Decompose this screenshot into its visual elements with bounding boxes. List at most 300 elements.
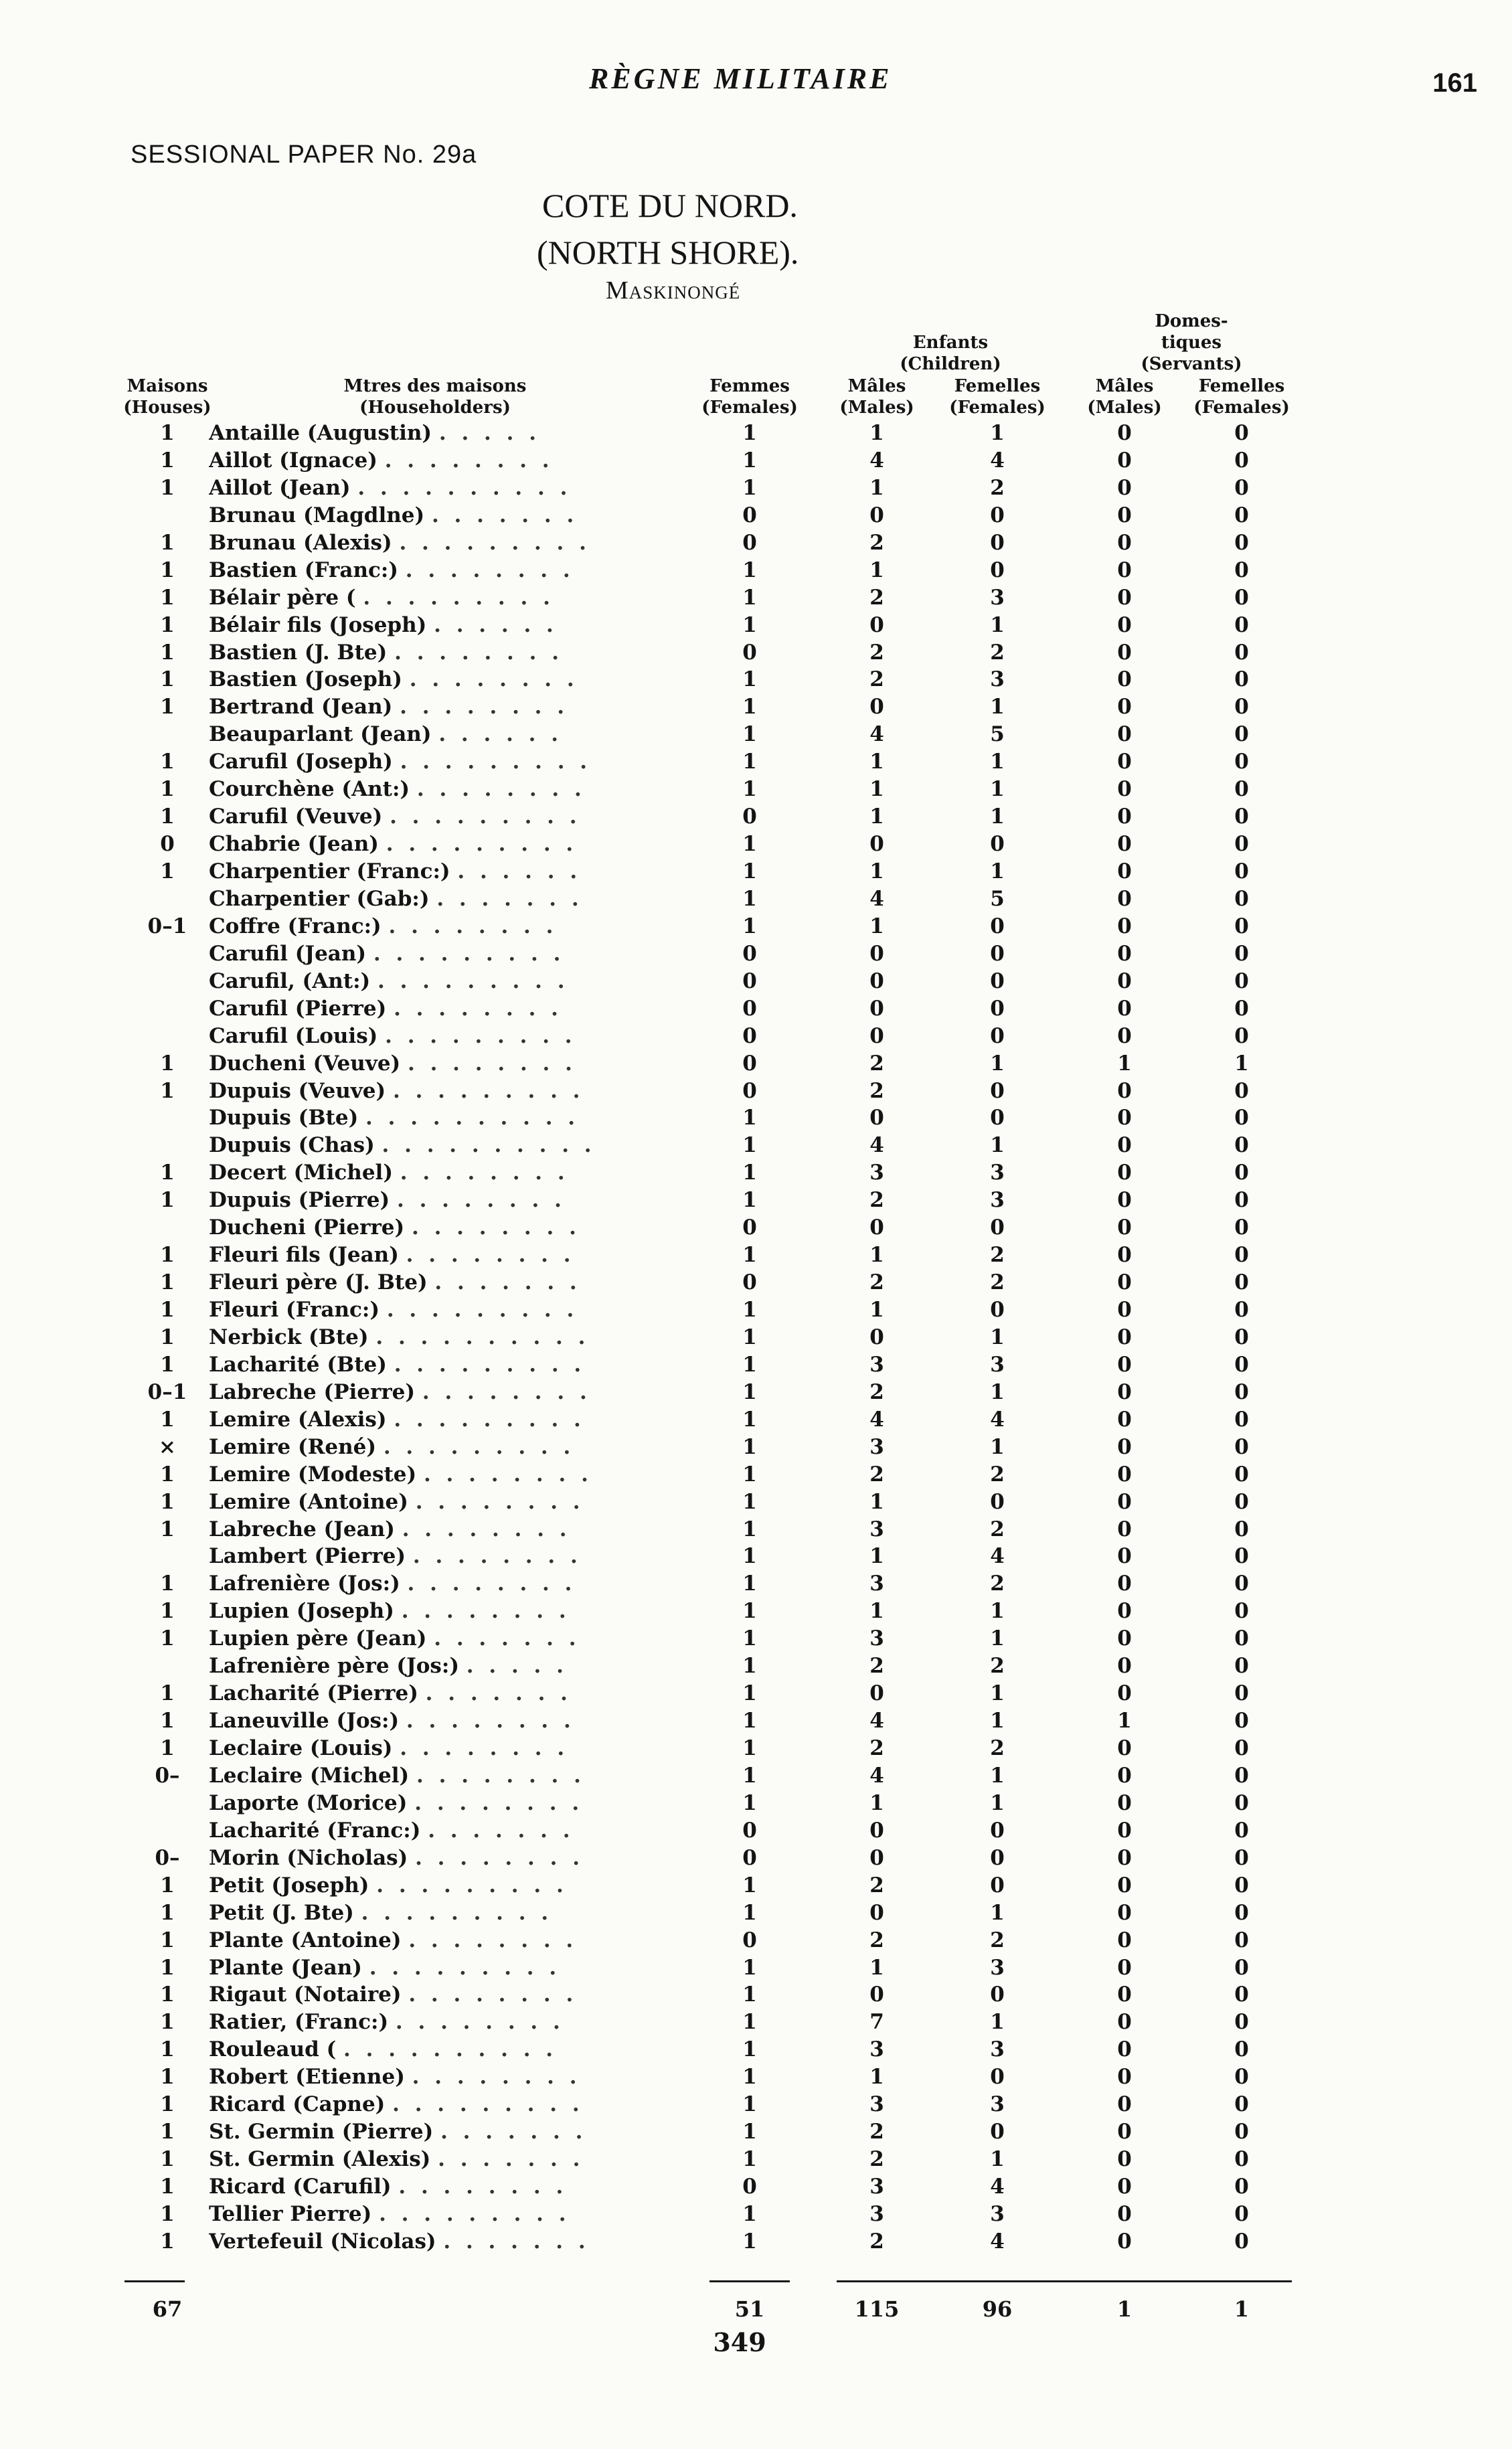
servants-males-count: 0 [1117, 2037, 1132, 2062]
householder-name [209, 1598, 644, 1625]
householder-name [209, 995, 644, 1023]
females-count: 1 [742, 722, 757, 747]
table-row [0, 447, 1512, 475]
header-householders: Mtres des maisons (Householders) [343, 376, 527, 418]
children-males-count: 2 [869, 640, 884, 665]
servants-females-count: 0 [1234, 1763, 1249, 1788]
children-males-count: 1 [869, 475, 884, 500]
females-count: 1 [742, 1900, 757, 1925]
servants-females-count: 0 [1234, 1133, 1249, 1158]
servants-males-count: 0 [1117, 1434, 1132, 1459]
leader-dots: . . . . . . . [434, 1270, 581, 1295]
leader-dots: . . . . . . . . . [386, 1298, 578, 1322]
servants-males-count: 0 [1117, 1763, 1132, 1788]
servants-females-count: 0 [1234, 1900, 1249, 1925]
females-count: 1 [742, 777, 757, 802]
servants-males-count: 0 [1117, 2065, 1132, 2090]
servants-males-count: 0 [1117, 1133, 1132, 1158]
children-males-count: 7 [869, 2010, 884, 2035]
householder-name [209, 693, 644, 721]
table-row [0, 1242, 1512, 1269]
children-males-count: 4 [869, 1133, 884, 1158]
householder-name-text: Rouleaud ( [209, 2037, 337, 2062]
householder-name-text: Lemire (René) [209, 1434, 377, 1459]
householder-name [209, 502, 644, 529]
children-males-count: 3 [869, 1161, 884, 1185]
servants-males-count: 0 [1117, 1325, 1132, 1349]
leader-dots: . . . . . . . . [384, 448, 554, 473]
householder-name [209, 584, 644, 612]
householder-name [209, 1762, 644, 1790]
house-count: 1 [160, 1188, 175, 1213]
householder-name-text: Aillot (Jean) [209, 475, 351, 500]
children-females-count: 3 [990, 1188, 1005, 1213]
servants-females-count: 0 [1234, 2201, 1249, 2226]
table-row [0, 1050, 1512, 1078]
total-children-males: 115 [854, 2296, 900, 2322]
children-males-count: 0 [869, 1023, 884, 1048]
house-count: 1 [160, 475, 175, 500]
servants-males-count: 0 [1117, 1161, 1132, 1185]
servants-females-count: 0 [1234, 968, 1249, 993]
householder-name [209, 1242, 644, 1269]
children-females-count: 0 [990, 1298, 1005, 1322]
house-count: 1 [160, 1270, 175, 1295]
house-count: 1 [160, 1736, 175, 1760]
householder-name-text: Lafrenière père (Jos:) [209, 1654, 459, 1679]
table-row [0, 1735, 1512, 1762]
children-males-count: 2 [869, 1654, 884, 1679]
total-servants-females: 1 [1234, 2296, 1250, 2322]
children-males-count: 2 [869, 1379, 884, 1404]
females-count: 0 [742, 1818, 757, 1843]
householder-name-text: Bastien (Joseph) [209, 667, 402, 692]
householder-name-text: Charpentier (Franc:) [209, 859, 450, 883]
householder-name [209, 1625, 644, 1653]
householder-name-text: Carufil (Veuve) [209, 805, 383, 829]
servants-females-count: 0 [1234, 585, 1249, 610]
children-males-count: 0 [869, 968, 884, 993]
householder-name-text: Bastien (Franc:) [209, 558, 398, 582]
children-males-count: 1 [869, 1489, 884, 1514]
table-row [0, 2118, 1512, 2146]
servants-females-count: 0 [1234, 1928, 1249, 1952]
table-row [0, 2228, 1512, 2256]
total-servants-males: 1 [1116, 2296, 1132, 2322]
section-subtitle: (NORTH SHORE). [537, 234, 799, 271]
servants-males-count: 0 [1117, 1517, 1132, 1541]
children-males-count: 2 [869, 667, 884, 692]
table-row [0, 693, 1512, 721]
leader-dots: . . . . . . . . . [390, 805, 581, 829]
householder-name [209, 1899, 644, 1927]
householder-name [209, 639, 644, 667]
leader-dots: . . . . . . . [436, 886, 583, 911]
householder-name-text: Carufil (Louis) [209, 1023, 378, 1048]
servants-males-count: 0 [1117, 667, 1132, 692]
children-females-count: 2 [990, 475, 1005, 500]
females-count: 1 [742, 1790, 757, 1815]
children-males-count: 1 [869, 2065, 884, 2090]
servants-males-count: 0 [1117, 2175, 1132, 2199]
females-count: 0 [742, 530, 757, 555]
females-count: 1 [742, 1709, 757, 1734]
total-rule-children [837, 2280, 1211, 2282]
grand-total: 349 [713, 2327, 766, 2357]
table-row [0, 1078, 1512, 1105]
table-row [0, 1489, 1512, 1516]
running-head: RÈGNE MILITAIRE [589, 62, 892, 95]
table-row [0, 940, 1512, 968]
leader-dots: . . . . . . . . . [399, 530, 590, 555]
females-count: 0 [742, 968, 757, 993]
servants-females-count: 0 [1234, 2175, 1249, 2199]
females-count: 1 [742, 558, 757, 582]
leader-dots: . . . . . . . . . [393, 1078, 584, 1103]
householder-name [209, 666, 644, 693]
children-females-count: 1 [990, 695, 1005, 720]
females-count: 1 [742, 1352, 757, 1377]
servants-females-count: 0 [1234, 1654, 1249, 1679]
table-row [0, 1516, 1512, 1543]
servants-males-count: 0 [1117, 1873, 1132, 1897]
children-females-count: 4 [990, 2175, 1005, 2199]
servants-females-count: 0 [1234, 2229, 1249, 2254]
children-females-count: 0 [990, 832, 1005, 857]
house-count: 1 [160, 448, 175, 473]
children-males-count: 1 [869, 1790, 884, 1815]
servants-females-count: 0 [1234, 530, 1249, 555]
children-males-count: 2 [869, 1736, 884, 1760]
table-row [0, 913, 1512, 940]
householder-name-text: Chabrie (Jean) [209, 832, 379, 857]
table-row [0, 666, 1512, 693]
servants-males-count: 0 [1117, 996, 1132, 1021]
servants-males-count: 1 [1117, 1051, 1132, 1076]
servants-males-count: 0 [1117, 1270, 1132, 1295]
table-row [0, 1406, 1512, 1434]
householder-name [209, 1872, 644, 1899]
servants-males-count: 0 [1117, 1352, 1132, 1377]
children-males-count: 1 [869, 558, 884, 582]
servants-females-count: 0 [1234, 1982, 1249, 2007]
servants-males-count: 0 [1117, 1681, 1132, 1706]
house-count: 1 [160, 777, 175, 802]
children-males-count: 2 [869, 1051, 884, 1076]
children-males-count: 0 [869, 1900, 884, 1925]
servants-males-count: 0 [1117, 1982, 1132, 2007]
females-count: 1 [742, 1106, 757, 1130]
leader-dots: . . . . . . . . . [394, 1407, 585, 1432]
table-row [0, 1625, 1512, 1653]
leader-dots: . . . . . . . . . . [357, 475, 572, 500]
children-females-count: 4 [990, 2229, 1005, 2254]
females-count: 1 [742, 1379, 757, 1404]
children-males-count: 0 [869, 1215, 884, 1240]
servants-females-count: 0 [1234, 1243, 1249, 1268]
table-row [0, 995, 1512, 1023]
householder-name-text: Lemire (Modeste) [209, 1462, 417, 1487]
householder-name [209, 858, 644, 885]
table-row [0, 1269, 1512, 1296]
householder-name [209, 2146, 644, 2173]
house-count: × [159, 1434, 176, 1459]
householder-name [209, 1187, 644, 1214]
leader-dots: . . . . . . . . . . [365, 1106, 580, 1130]
house-count: 1 [160, 1407, 175, 1432]
leader-dots: . . . . . . . . . [369, 1955, 561, 1980]
servants-males-count: 0 [1117, 1599, 1132, 1624]
leader-dots: . . . . . . . [438, 2147, 584, 2172]
table-row [0, 1023, 1512, 1050]
leader-dots: . . . . . . . . [406, 1243, 575, 1268]
table-row [0, 2009, 1512, 2036]
householder-name [209, 447, 644, 475]
table-row [0, 803, 1512, 831]
table-row [0, 831, 1512, 858]
householder-name [209, 2009, 644, 2036]
householder-name [209, 1324, 644, 1351]
table-row [0, 639, 1512, 667]
householder-name [209, 1132, 644, 1159]
females-count: 0 [742, 640, 757, 665]
females-count: 1 [742, 2092, 757, 2117]
children-males-count: 4 [869, 722, 884, 747]
females-count: 1 [742, 1626, 757, 1651]
servants-males-count: 0 [1117, 1790, 1132, 1815]
children-males-count: 1 [869, 859, 884, 883]
header-children-females: Femelles (Females) [949, 376, 1045, 418]
servants-males-count: 0 [1117, 914, 1132, 938]
females-count: 1 [742, 886, 757, 911]
house-count: 1 [160, 1626, 175, 1651]
householder-name [209, 1050, 644, 1078]
leader-dots: . . . . . . . . . [385, 1023, 576, 1048]
householder-name [209, 1214, 644, 1242]
leader-dots: . . . . . . . . [406, 1709, 575, 1734]
householder-name-text: Bélair fils (Joseph) [209, 612, 427, 637]
females-count: 1 [742, 2201, 757, 2226]
house-count: 1 [160, 585, 175, 610]
leader-dots: . . . . . . . [428, 1818, 574, 1843]
servants-females-count: 0 [1234, 1544, 1249, 1569]
children-females-count: 1 [990, 1790, 1005, 1815]
householder-name [209, 1707, 644, 1735]
householder-name [209, 475, 644, 502]
householder-name-text: Morin (Nicholas) [209, 1845, 408, 1870]
header-servants: Domes- tiques (Servants) [1141, 311, 1242, 374]
children-females-count: 5 [990, 886, 1005, 911]
servants-males-count: 0 [1117, 1298, 1132, 1322]
householder-name-text: Vertefeuil (Nicolas) [209, 2229, 436, 2254]
leader-dots: . . . . . . . . [400, 1736, 569, 1760]
householder-name [209, 1023, 644, 1050]
householder-name [209, 885, 644, 913]
householder-name-text: Courchène (Ant:) [209, 777, 410, 802]
children-females-count: 1 [990, 1626, 1005, 1651]
children-females-count: 3 [990, 667, 1005, 692]
females-count: 1 [742, 585, 757, 610]
children-males-count: 1 [869, 1298, 884, 1322]
householder-name [209, 1735, 644, 1762]
table-row [0, 1324, 1512, 1351]
servants-males-count: 0 [1117, 1654, 1132, 1679]
children-males-count: 4 [869, 1763, 884, 1788]
servants-females-count: 0 [1234, 1736, 1249, 1760]
householder-name [209, 1817, 644, 1845]
house-count: 0– [155, 1845, 180, 1870]
house-count: 1 [160, 2010, 175, 2035]
householder-name-text: Brunau (Magdlne) [209, 503, 425, 527]
leader-dots: . . . . . . [434, 612, 558, 637]
servants-females-count: 0 [1234, 996, 1249, 1021]
table-row [0, 748, 1512, 776]
children-males-count: 3 [869, 1434, 884, 1459]
servants-females-count: 0 [1234, 777, 1249, 802]
servants-females-count: 0 [1234, 1845, 1249, 1870]
children-females-count: 1 [990, 805, 1005, 829]
females-count: 1 [742, 1572, 757, 1596]
page-number: 161 [1432, 68, 1477, 98]
children-females-count: 3 [990, 2201, 1005, 2226]
header-servants-males: Mâles (Males) [1087, 376, 1162, 418]
children-females-count: 2 [990, 1270, 1005, 1295]
servants-males-count: 0 [1117, 2010, 1132, 2035]
householder-name [209, 2036, 644, 2063]
children-females-count: 1 [990, 1051, 1005, 1076]
children-males-count: 0 [869, 1982, 884, 2007]
householder-name [209, 1680, 644, 1707]
children-females-count: 0 [990, 558, 1005, 582]
house-count: 0– [155, 1763, 180, 1788]
leader-dots: . . . . . . . [425, 1681, 572, 1706]
householder-name-text: Petit (Joseph) [209, 1873, 369, 1897]
servants-males-count: 0 [1117, 750, 1132, 774]
children-females-count: 0 [990, 1023, 1005, 1048]
householder-name [209, 1269, 644, 1296]
table-row [0, 420, 1512, 447]
children-females-count: 4 [990, 448, 1005, 473]
house-count: 1 [160, 421, 175, 445]
children-females-count: 0 [990, 1873, 1005, 1897]
householder-name-text: St. Germin (Alexis) [209, 2147, 431, 2172]
sessional-paper-label: SESSIONAL PAPER No. 29a [131, 141, 477, 169]
servants-females-count: 0 [1234, 941, 1249, 966]
females-count: 1 [742, 1873, 757, 1897]
children-males-count: 0 [869, 1106, 884, 1130]
servants-males-count: 0 [1117, 2147, 1132, 2172]
leader-dots: . . . . . . . . . [386, 832, 578, 857]
servants-females-count: 0 [1234, 421, 1249, 445]
total-females: 51 [734, 2296, 765, 2322]
table-row [0, 1927, 1512, 1954]
leader-dots: . . . . . . . . [402, 1517, 571, 1541]
females-count: 1 [742, 1133, 757, 1158]
house-count: 1 [160, 1078, 175, 1103]
children-males-count: 3 [869, 1352, 884, 1377]
servants-males-count: 0 [1117, 1379, 1132, 1404]
householder-name [209, 1845, 644, 1872]
servants-males-count: 0 [1117, 941, 1132, 966]
servants-females-count: 0 [1234, 2010, 1249, 2035]
females-count: 1 [742, 1462, 757, 1487]
householder-name-text: Lacharité (Bte) [209, 1352, 387, 1377]
table-row [0, 1790, 1512, 1817]
householder-name-text: Carufil (Pierre) [209, 996, 387, 1021]
householder-name-text: Bertrand (Jean) [209, 695, 393, 720]
table-row [0, 1351, 1512, 1379]
house-count: 1 [160, 859, 175, 883]
females-count: 1 [742, 1243, 757, 1268]
householder-name [209, 612, 644, 639]
females-count: 1 [742, 2010, 757, 2035]
table-row [0, 1214, 1512, 1242]
table-row [0, 1461, 1512, 1489]
females-count: 0 [742, 805, 757, 829]
servants-females-count: 0 [1234, 2037, 1249, 2062]
children-males-count: 3 [869, 2037, 884, 2062]
householder-name-text: Dupuis (Veuve) [209, 1078, 386, 1103]
leader-dots: . . . . . . . . [408, 1051, 576, 1076]
servants-males-count: 0 [1117, 1462, 1132, 1487]
total-children-females: 96 [982, 2296, 1013, 2322]
servants-males-count: 0 [1117, 530, 1132, 555]
householder-name [209, 557, 644, 584]
leader-dots: . . . . . . . . . [377, 968, 569, 993]
householder-name [209, 776, 644, 803]
table-row [0, 1543, 1512, 1570]
householder-name-text: Fleuri (Franc:) [209, 1298, 380, 1322]
servants-females-count: 0 [1234, 1462, 1249, 1487]
servants-females-count: 0 [1234, 1572, 1249, 1596]
servants-females-count: 0 [1234, 695, 1249, 720]
servants-females-count: 0 [1234, 2092, 1249, 2117]
leader-dots: . . . . . . . . [423, 1462, 592, 1487]
females-count: 1 [742, 1955, 757, 1980]
servants-females-count: 0 [1234, 1955, 1249, 1980]
servants-females-count: 0 [1234, 2065, 1249, 2090]
females-count: 0 [742, 1270, 757, 1295]
totals-row [0, 2292, 1512, 2326]
householder-name-text: Tellier Pierre) [209, 2201, 372, 2226]
servants-males-count: 0 [1117, 968, 1132, 993]
table-row [0, 2063, 1512, 2091]
house-count: 1 [160, 2120, 175, 2144]
children-females-count: 0 [990, 941, 1005, 966]
females-count: 0 [742, 503, 757, 527]
children-males-count: 0 [869, 612, 884, 637]
leader-dots: . . . . . . . . [398, 2175, 568, 2199]
servants-females-count: 0 [1234, 1270, 1249, 1295]
table-row [0, 1899, 1512, 1927]
householder-name [209, 913, 644, 940]
servants-males-count: 0 [1117, 1736, 1132, 1760]
children-males-count: 0 [869, 1325, 884, 1349]
servants-males-count: 0 [1117, 558, 1132, 582]
householder-name [209, 2228, 644, 2256]
table-row [0, 1296, 1512, 1324]
house-count: 1 [160, 1352, 175, 1377]
householder-name-text: Robert (Etienne) [209, 2065, 405, 2090]
table-row [0, 475, 1512, 502]
house-count: 1 [160, 1572, 175, 1596]
house-count: 1 [160, 612, 175, 637]
house-count: 1 [160, 805, 175, 829]
children-females-count: 3 [990, 2037, 1005, 2062]
servants-females-count: 0 [1234, 886, 1249, 911]
householder-name-text: Lemire (Alexis) [209, 1407, 387, 1432]
total-rule-females [709, 2280, 790, 2282]
